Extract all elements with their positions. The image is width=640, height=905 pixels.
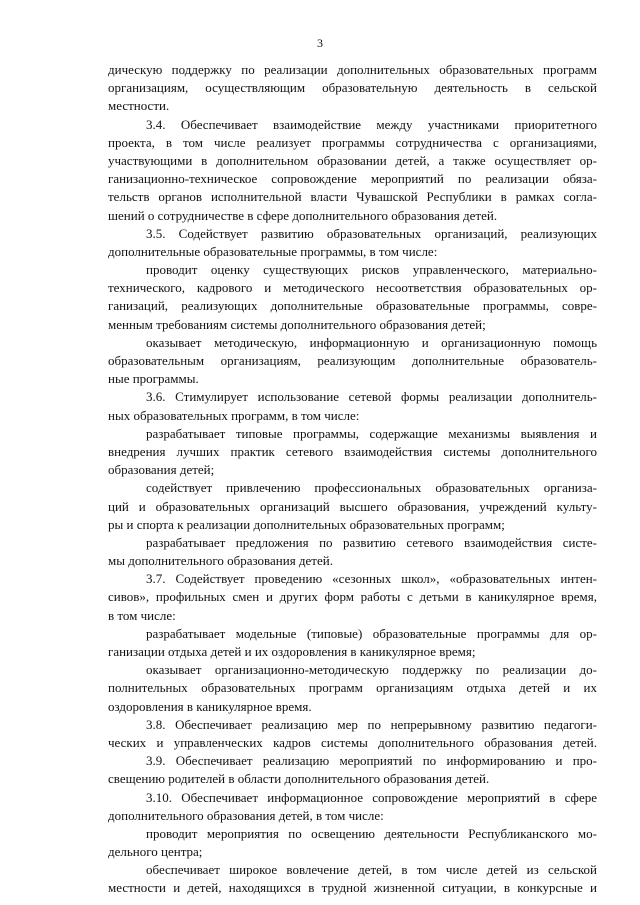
text-line: оздоровления в каникулярное время. bbox=[108, 698, 312, 714]
text-line: организациям, осуществляющим образовательную деятельность в сельской bbox=[108, 80, 597, 96]
text-line: ческих и управленческих кадров системы дополнительного образования детей. bbox=[108, 734, 597, 750]
text-line: внедрения лучших практик сетевого взаимодействия системы дополнительного bbox=[108, 443, 597, 459]
text-line: сивов», профильных смен и других форм работы с детьми в каникулярное время, bbox=[108, 589, 597, 605]
text-line: ры и спорта к реализации дополнительных образовательных программ; bbox=[108, 516, 505, 532]
text-line: мы дополнительного образования детей. bbox=[108, 553, 333, 569]
text-line: шений о сотрудничестве в сфере дополнительного образования детей. bbox=[108, 207, 498, 223]
text-line: проводит оценку существующих рисков управленческого, материально- bbox=[146, 262, 597, 278]
text-line: образовательным организациям, реализующим дополнительные образователь- bbox=[108, 353, 597, 368]
text-line: ных образовательных программ, в том числе: bbox=[108, 407, 360, 423]
text-line: проводит мероприятия по освещению деятельности Республиканского мо- bbox=[146, 825, 597, 841]
text-line: местности и детей, находящихся в трудной жизненной ситуации, в конкурсные и bbox=[108, 880, 597, 896]
text-line: 3.4. Обеспечивает взаимодействие между участниками приоритетного bbox=[146, 116, 597, 132]
document-body bbox=[108, 61, 597, 898]
text-line: разрабатывает модельные (типовые) образовательные программы для ор- bbox=[146, 625, 597, 641]
text-line: оказывает организационно-методическую поддержку по реализации до- bbox=[146, 662, 597, 678]
text-line: разрабатывает предложения по развитию сетевого взаимодействия систе- bbox=[146, 534, 597, 550]
text-line: участвующими в дополнительном образовании детей, а также осуществляет ор- bbox=[108, 152, 597, 168]
text-line: полнительных образовательных программ организациям отдыха детей и их bbox=[108, 680, 597, 696]
text-line: свещению родителей в области дополнительного образования детей. bbox=[108, 771, 490, 787]
text-line: технического, кадрового и методического несоответствия образовательных ор- bbox=[108, 280, 597, 296]
text-line: в том числе: bbox=[108, 607, 176, 623]
text-line: образования детей; bbox=[108, 462, 215, 478]
text-line: 3.6. Стимулирует использование сетевой формы реализации дополнитель- bbox=[146, 389, 597, 405]
text-line: 3.9. Обеспечивает реализацию мероприятий по информированию и про- bbox=[146, 753, 597, 769]
text-line: ные программы. bbox=[108, 371, 199, 387]
text-line: 3.10. Обеспечивает информационное сопровождение мероприятий в сфере bbox=[146, 789, 597, 805]
text-line: 3.8. Обеспечивает реализацию мер по непрерывному развитию педагоги- bbox=[146, 716, 597, 732]
text-line: 3.7. Содействует проведению «сезонных школ», «образовательных интен- bbox=[146, 571, 597, 587]
text-line: проекта, в том числе реализует программы сотрудничества с организациями, bbox=[108, 134, 597, 150]
text-line: дическую поддержку по реализации дополнительных образовательных программ bbox=[108, 62, 597, 77]
text-line: оказывает методическую, информационную и организационную помощь bbox=[146, 334, 597, 350]
text-line: обеспечивает широкое вовлечение детей, в том числе детей из сельской bbox=[146, 862, 597, 878]
text-line: 3.5. Содействует развитию образовательных организаций, реализующих bbox=[146, 225, 597, 241]
page-number: 3 bbox=[317, 36, 323, 50]
text-line: менным требованиям системы дополнительного образования детей; bbox=[108, 316, 486, 332]
text-line: дополнительные образовательные программы, в том числе: bbox=[108, 243, 438, 259]
text-line: ганизаций, реализующих дополнительные образовательные программы, совре- bbox=[108, 298, 597, 314]
text-line: разрабатывает типовые программы, содержащие механизмы выявления и bbox=[146, 425, 597, 441]
text-line: ганизационно-техническое сопровождение мероприятий по реализации обяза- bbox=[108, 171, 597, 187]
text-line: тельств органов исполнительной власти Чувашской Республики в рамках согла- bbox=[108, 189, 597, 205]
text-line: дополнительного образования детей, в том числе: bbox=[108, 807, 384, 823]
text-line: ций и образовательных организаций высшего образования, учреждений культу- bbox=[108, 498, 597, 514]
text-line: содействует привлечению профессиональных образовательных организа- bbox=[146, 480, 597, 496]
text-line: ганизации отдыха детей и их оздоровления в каникулярное время; bbox=[108, 644, 476, 659]
text-line: дельного центра; bbox=[108, 844, 203, 860]
text-line: местности. bbox=[108, 98, 170, 114]
